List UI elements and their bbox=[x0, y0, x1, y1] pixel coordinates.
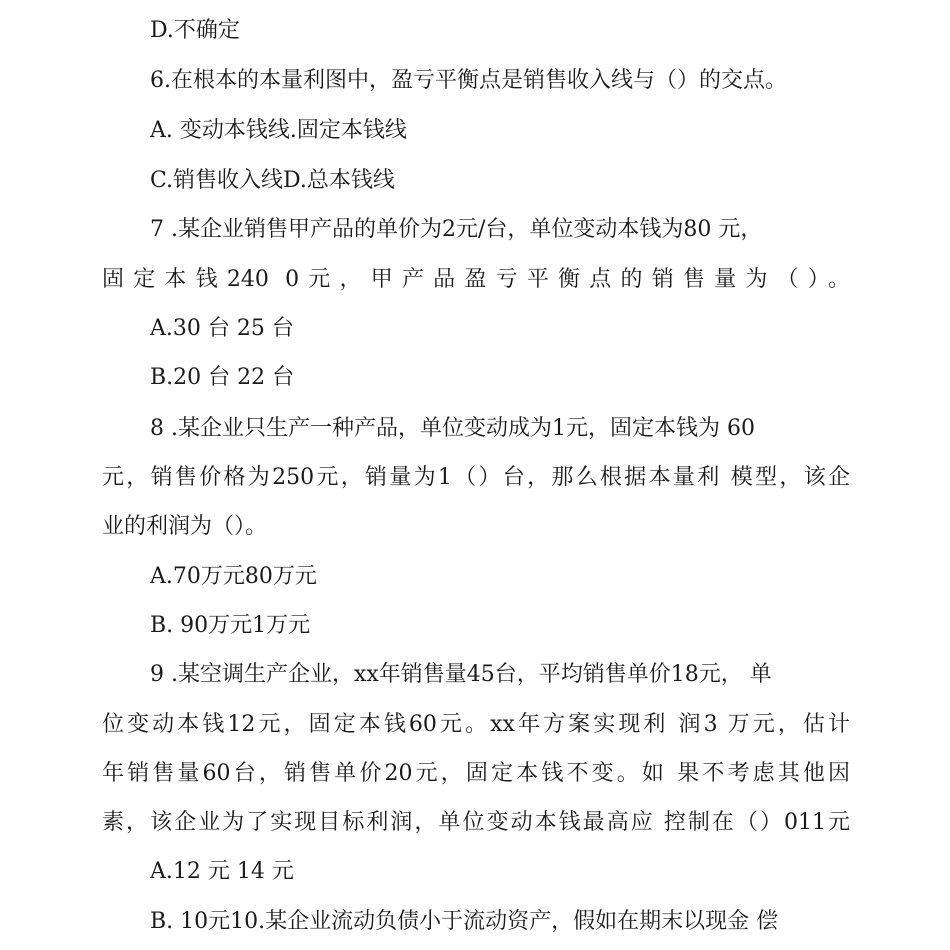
question-line: 8 .某企业只生产一种产品，单位变动成为1元，固定本钱为 60 bbox=[150, 416, 755, 441]
question-line: 年销售量60台，销售单价20元，固定本钱不变。如 果不考虑其他因 bbox=[102, 761, 850, 786]
question-line: 7 .某企业销售甲产品的单价为2元/台，单位变动本钱为80 元， bbox=[150, 217, 763, 242]
question-line: 业的利润为（）。 bbox=[102, 514, 268, 539]
option-line: C.销售收入线D.总本钱线 bbox=[150, 168, 395, 193]
question-line: 素，该企业为了实现目标利润，单位变动本钱最高应 控制在（）011元 bbox=[102, 810, 850, 835]
question-line: 6.在根本的本量利图中，盈亏平衡点是销售收入线与（）的交点。 bbox=[150, 68, 787, 93]
option-line: A.12 元 14 元 bbox=[150, 859, 294, 884]
question-line: 9 .某空调生产企业，xx年销售量45台，平均销售单价18元， 单 bbox=[150, 662, 772, 687]
option-line: B. 90万元1万元 bbox=[150, 613, 311, 638]
question-line: 位变动本钱12元，固定本钱60元。xx年方案实现利 润3 万元，估计 bbox=[102, 712, 850, 737]
question-line: B. 10元10.某企业流动负债小于流动资产，假如在期末以现金 偿 bbox=[150, 909, 779, 934]
option-line: B.20 台 22 台 bbox=[150, 365, 295, 390]
question-line: 固定本钱240 0元，甲产品盈亏平衡点的销售量为（）。 bbox=[102, 267, 850, 292]
question-line: 元，销售价格为250元，销量为1（）台，那么根据本量利 模型，该企 bbox=[102, 465, 850, 490]
option-line: A.30 台 25 台 bbox=[150, 316, 294, 341]
option-line: A.70万元80万元 bbox=[150, 564, 317, 589]
option-line: A. 变动本钱线.固定本钱线 bbox=[150, 118, 407, 143]
option-line: D.不确定 bbox=[150, 18, 240, 43]
